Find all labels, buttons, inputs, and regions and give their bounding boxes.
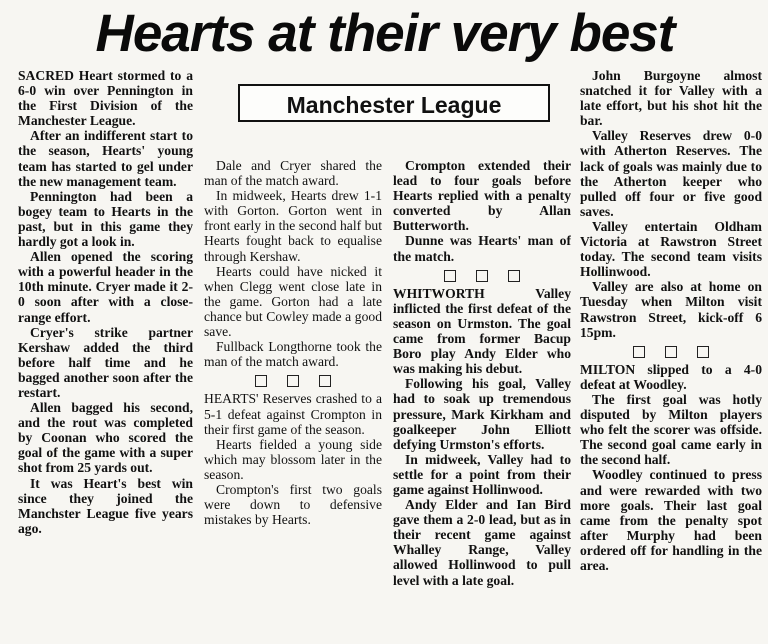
headline: Hearts at their very best [95, 4, 675, 63]
section-divider [580, 343, 762, 358]
paragraph: In midweek, Valley had to settle for a point from their game against Hollinwood. [393, 451, 571, 497]
article-column-3 [393, 158, 571, 642]
paragraph: It was Heart's best win since they joined the Manchster League five years ago. [18, 475, 193, 536]
paragraph: Hearts could have nicked it when Clegg went close late in the game. Gorton had a late chance but Cowley made a good save. [204, 263, 382, 340]
paragraph: Fullback Longthorne took the man of the match award. [204, 339, 382, 370]
paragraph: Dale and Cryer shared the man of the match award. [204, 158, 382, 189]
paragraph: WHITWORTH Valley inflicted the first defeat of the season on Urmston. The goal came from former Bacup Boro play Andy Elder who was making his debut. [393, 285, 571, 377]
paragraph: Woodley continued to press and were rewarded with two more goals. Their last goal came from the penalty spot after Murphy had been ordered off for handling in the area. [580, 467, 762, 573]
paragraph: Allen bagged his second, and the rout was completed by Coonan who scored the goal of the game with a super shot from 25 yards out. [18, 400, 193, 476]
paragraph: Pennington had been a bogey team to Hearts in the past, but in this game they hardly got a look in. [18, 188, 193, 250]
article-column-4 [580, 68, 762, 642]
section-divider [204, 372, 382, 387]
paragraph: Hearts fielded a young side which may blossom later in the season. [204, 436, 382, 482]
paragraph: John Burgoyne almost snatched it for Valley with a late effort, but his shot hit the bar. [580, 68, 762, 129]
paragraph: Valley are also at home on Tuesday when Milton visit Rawstron Street, kick-off 6 15pm. [580, 279, 762, 340]
paragraph: Following his goal, Valley had to soak up tremendous pressure, Mark Kirkham and goalkeeper John Elliott defying Urmston's efforts. [393, 376, 571, 452]
paragraph: Dunne was Hearts' man of the match. [393, 233, 571, 264]
paragraph: The first goal was hotly disputed by Milton players who felt the scorer was offside. The second goal came early in the second half. [580, 391, 762, 468]
paragraph: MILTON slipped to a 4-0 defeat at Woodley. [580, 361, 762, 392]
section-divider [393, 267, 571, 282]
paragraph: After an indifferent start to the season, Hearts' young team has started to gel under the new management team. [18, 128, 193, 189]
paragraph: Valley entertain Oldham Victoria at Rawstron Street today. The second team visits Hollinwood. [580, 218, 762, 280]
paragraph: In midweek, Hearts drew 1-1 with Gorton. Gorton went in front early in the second half but Hearts fought back to equalise through Kershaw. [204, 188, 382, 264]
article-column-2 [204, 158, 382, 642]
paragraph: Andy Elder and Ian Bird gave them a 2-0 lead, but as in their recent game against Whalley Range, Valley allowed Hollinwood to pull level with a late goal. [393, 497, 571, 588]
paragraph: HEARTS' Reserves crashed to a 5-1 defeat against Crompton in their first game of the season. [204, 391, 382, 437]
paragraph: Crompton's first two goals were down to defensive mistakes by Hearts. [204, 481, 382, 528]
paragraph: Cryer's strike partner Kershaw added the third before half time and he bagged another soon after the restart. [18, 324, 193, 400]
article-column-1 [18, 68, 193, 642]
paragraph: Allen opened the scoring with a powerful header in the 10th minute. Cryer made it 2-0 soon after with a close-range effort. [18, 249, 193, 325]
paragraph: Valley Reserves drew 0-0 with Atherton Reserves. The lack of goals was mainly due to the Atherton keeper who pulled off four or five good saves. [580, 128, 762, 219]
paragraph: SACRED Heart stormed to a 6-0 win over Pennington in the First Division of the Manchester League. [18, 68, 193, 129]
section-banner: Manchester League [238, 84, 550, 122]
paragraph: Crompton extended their lead to four goals before Hearts replied with a penalty converted by Allan Butterworth. [393, 158, 571, 234]
